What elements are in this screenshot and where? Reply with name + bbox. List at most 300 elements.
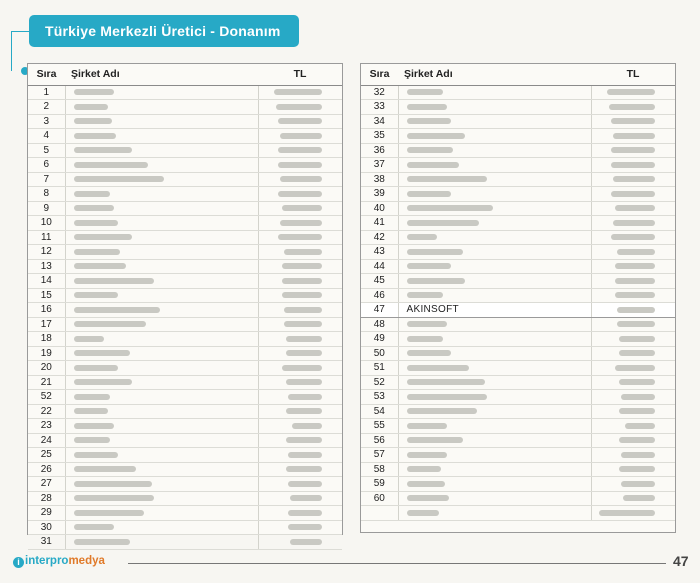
table-row	[361, 129, 675, 144]
tl-cell	[591, 346, 675, 361]
redacted-name	[74, 350, 130, 356]
tl-cell	[258, 448, 342, 463]
table-row	[361, 477, 675, 492]
redacted-amount	[621, 452, 655, 458]
tl-cell	[591, 114, 675, 129]
company-cell	[398, 114, 591, 129]
rank-cell: 2	[28, 100, 65, 115]
table-row	[361, 158, 675, 173]
tl-cell	[258, 332, 342, 347]
redacted-name	[407, 466, 441, 472]
rank-cell: 10	[28, 216, 65, 231]
redacted-name	[74, 452, 118, 458]
company-cell	[398, 404, 591, 419]
redacted-amount	[611, 162, 655, 168]
table-row	[28, 361, 342, 376]
redacted-name	[74, 321, 146, 327]
redacted-amount	[615, 292, 655, 298]
table-row	[28, 172, 342, 187]
rank-cell: 49	[361, 332, 398, 347]
table-row	[28, 462, 342, 477]
table-row	[361, 274, 675, 289]
redacted-name	[407, 292, 443, 298]
redacted-name	[74, 263, 126, 269]
tl-cell	[258, 143, 342, 158]
table-row	[361, 375, 675, 390]
company-cell	[65, 230, 258, 245]
redacted-name	[74, 249, 120, 255]
redacted-amount	[278, 162, 322, 168]
company-cell	[398, 448, 591, 463]
redacted-amount	[286, 336, 322, 342]
tl-cell	[591, 303, 675, 318]
company-cell	[398, 506, 591, 521]
redacted-name	[407, 263, 451, 269]
redacted-name	[74, 437, 110, 443]
company-cell	[65, 187, 258, 202]
rank-cell: 1	[28, 85, 65, 100]
table-row	[28, 100, 342, 115]
tl-cell	[258, 404, 342, 419]
redacted-amount	[280, 133, 322, 139]
company-cell	[398, 317, 591, 332]
redacted-amount	[611, 234, 655, 240]
tl-cell	[258, 433, 342, 448]
right-ranking-table	[361, 64, 675, 521]
table-row	[361, 491, 675, 506]
company-cell	[65, 332, 258, 347]
rank-cell: 42	[361, 230, 398, 245]
rank-cell: 18	[28, 332, 65, 347]
rank-cell: 41	[361, 216, 398, 231]
redacted-amount	[282, 292, 322, 298]
tl-cell	[258, 172, 342, 187]
tl-cell	[258, 317, 342, 332]
redacted-amount	[623, 495, 655, 501]
tl-cell	[258, 201, 342, 216]
company-cell	[65, 245, 258, 260]
tl-cell	[591, 462, 675, 477]
footer-divider	[128, 563, 666, 564]
redacted-amount	[619, 408, 655, 414]
rank-cell: 45	[361, 274, 398, 289]
redacted-amount	[280, 176, 322, 182]
redacted-amount	[288, 452, 322, 458]
redacted-name	[74, 466, 136, 472]
rank-cell: 53	[361, 390, 398, 405]
tl-cell	[591, 201, 675, 216]
rank-cell: 56	[361, 433, 398, 448]
redacted-amount	[615, 278, 655, 284]
rank-cell: 14	[28, 274, 65, 289]
rank-cell: 36	[361, 143, 398, 158]
tl-cell	[258, 158, 342, 173]
table-header-row	[361, 64, 675, 85]
company-cell	[398, 85, 591, 100]
rank-cell: 19	[28, 346, 65, 361]
tl-cell	[591, 158, 675, 173]
table-row	[28, 216, 342, 231]
redacted-amount	[288, 510, 322, 516]
redacted-amount	[619, 466, 655, 472]
table-row	[28, 114, 342, 129]
rank-cell: 26	[28, 462, 65, 477]
table-row	[28, 520, 342, 535]
redacted-name	[407, 220, 479, 226]
tl-cell	[258, 100, 342, 115]
redacted-name	[407, 336, 443, 342]
table-row	[28, 375, 342, 390]
redacted-amount	[619, 379, 655, 385]
tl-cell	[258, 535, 342, 550]
left-ranking-table	[28, 64, 342, 550]
redacted-amount	[621, 394, 655, 400]
table-row	[361, 346, 675, 361]
table-row	[361, 172, 675, 187]
tl-cell	[258, 114, 342, 129]
company-cell	[65, 303, 258, 318]
company-cell	[398, 201, 591, 216]
tl-cell	[591, 419, 675, 434]
tl-cell	[258, 259, 342, 274]
rank-cell: 54	[361, 404, 398, 419]
rank-cell: 29	[28, 506, 65, 521]
table-row	[361, 332, 675, 347]
tl-cell	[591, 274, 675, 289]
rank-cell: 40	[361, 201, 398, 216]
redacted-name	[74, 379, 132, 385]
redacted-name	[407, 249, 463, 255]
table-row	[28, 332, 342, 347]
tl-cell	[258, 85, 342, 100]
company-cell	[398, 274, 591, 289]
redacted-name	[74, 191, 110, 197]
tl-cell	[591, 477, 675, 492]
rank-cell: 21	[28, 375, 65, 390]
redacted-amount	[282, 278, 322, 284]
rank-cell: 33	[361, 100, 398, 115]
tl-cell	[591, 390, 675, 405]
redacted-name	[74, 118, 112, 124]
tl-cell	[258, 230, 342, 245]
rank-cell: 27	[28, 477, 65, 492]
redacted-amount	[290, 495, 322, 501]
redacted-name	[407, 423, 447, 429]
company-header: Şirket Adı	[398, 64, 591, 85]
redacted-amount	[288, 481, 322, 487]
rank-cell: 52	[28, 390, 65, 405]
redacted-amount	[625, 423, 655, 429]
tl-cell	[258, 477, 342, 492]
company-cell	[65, 361, 258, 376]
tl-header: TL	[591, 64, 675, 85]
company-cell	[398, 433, 591, 448]
company-cell	[398, 375, 591, 390]
rank-header: Sıra	[361, 64, 398, 85]
redacted-name	[407, 481, 445, 487]
table-row	[28, 187, 342, 202]
company-cell	[65, 390, 258, 405]
company-cell	[65, 85, 258, 100]
company-cell	[398, 100, 591, 115]
tl-cell	[591, 491, 675, 506]
redacted-name	[74, 234, 132, 240]
rank-cell: 50	[361, 346, 398, 361]
table-row	[28, 259, 342, 274]
tl-cell	[258, 187, 342, 202]
rank-cell: 58	[361, 462, 398, 477]
redacted-name	[74, 104, 108, 110]
redacted-name	[407, 191, 451, 197]
company-cell	[65, 448, 258, 463]
tl-cell	[591, 375, 675, 390]
redacted-name	[407, 133, 465, 139]
table-header-row	[28, 64, 342, 85]
redacted-amount	[619, 336, 655, 342]
tl-cell	[591, 216, 675, 231]
redacted-name	[407, 162, 459, 168]
logo-text-part-1: interpro	[25, 555, 69, 567]
tl-cell	[591, 506, 675, 521]
publisher-logo	[13, 555, 105, 568]
redacted-amount	[611, 147, 655, 153]
tl-cell	[258, 288, 342, 303]
rank-cell: 6	[28, 158, 65, 173]
company-cell	[398, 129, 591, 144]
redacted-name	[407, 89, 443, 95]
company-cell	[65, 143, 258, 158]
company-cell-akinsoft: AKINSOFT	[398, 303, 591, 318]
rank-cell: 20	[28, 361, 65, 376]
company-cell	[65, 491, 258, 506]
rank-cell: 22	[28, 404, 65, 419]
tl-header: TL	[258, 64, 342, 85]
company-cell	[398, 462, 591, 477]
redacted-amount	[286, 350, 322, 356]
table-row	[361, 448, 675, 463]
table-row	[28, 433, 342, 448]
tl-cell	[258, 216, 342, 231]
tl-cell	[591, 129, 675, 144]
redacted-name	[407, 394, 487, 400]
redacted-name	[74, 292, 118, 298]
redacted-amount	[621, 481, 655, 487]
tl-cell	[258, 419, 342, 434]
company-cell	[65, 520, 258, 535]
redacted-name	[74, 394, 110, 400]
company-cell	[398, 172, 591, 187]
redacted-name	[407, 321, 447, 327]
company-cell	[398, 477, 591, 492]
table-row	[28, 201, 342, 216]
rank-cell	[361, 506, 398, 521]
redacted-amount	[286, 408, 322, 414]
table-row	[28, 129, 342, 144]
company-cell	[398, 332, 591, 347]
rank-cell: 46	[361, 288, 398, 303]
redacted-name	[407, 176, 487, 182]
table-row	[361, 201, 675, 216]
redacted-name	[74, 220, 118, 226]
redacted-amount	[286, 437, 322, 443]
redacted-amount	[288, 524, 322, 530]
rank-cell: 48	[361, 317, 398, 332]
redacted-amount	[619, 437, 655, 443]
table-row	[361, 187, 675, 202]
company-cell	[398, 346, 591, 361]
company-cell	[398, 259, 591, 274]
redacted-name	[407, 205, 493, 211]
table-row	[361, 303, 675, 318]
company-cell	[65, 433, 258, 448]
left-table-panel	[27, 63, 343, 548]
company-cell	[65, 375, 258, 390]
table-row	[28, 158, 342, 173]
redacted-amount	[613, 220, 655, 226]
company-cell	[398, 158, 591, 173]
rank-cell: 34	[361, 114, 398, 129]
tl-cell	[258, 274, 342, 289]
redacted-name	[74, 495, 154, 501]
company-cell	[65, 129, 258, 144]
company-cell	[65, 288, 258, 303]
rank-cell: 9	[28, 201, 65, 216]
redacted-amount	[278, 234, 322, 240]
tl-cell	[258, 506, 342, 521]
redacted-name	[74, 89, 114, 95]
tl-cell	[258, 361, 342, 376]
tl-cell	[591, 448, 675, 463]
redacted-name	[407, 147, 453, 153]
table-row	[28, 448, 342, 463]
redacted-name	[74, 176, 164, 182]
table-row	[28, 404, 342, 419]
company-cell	[398, 187, 591, 202]
table-row	[28, 317, 342, 332]
table-row	[361, 100, 675, 115]
company-header: Şirket Adı	[65, 64, 258, 85]
tl-cell	[591, 288, 675, 303]
redacted-amount	[617, 249, 655, 255]
redacted-amount	[278, 147, 322, 153]
company-cell	[65, 477, 258, 492]
redacted-amount	[615, 205, 655, 211]
redacted-amount	[282, 263, 322, 269]
table-row	[361, 317, 675, 332]
company-cell	[398, 143, 591, 158]
rank-cell: 24	[28, 433, 65, 448]
redacted-name	[74, 147, 132, 153]
redacted-name	[74, 162, 148, 168]
redacted-amount	[607, 89, 655, 95]
table-row	[361, 433, 675, 448]
tl-cell	[591, 433, 675, 448]
redacted-amount	[290, 539, 322, 545]
rank-cell: 39	[361, 187, 398, 202]
redacted-amount	[284, 249, 322, 255]
table-row	[28, 419, 342, 434]
rank-cell: 16	[28, 303, 65, 318]
rank-cell: 57	[361, 448, 398, 463]
redacted-amount	[278, 118, 322, 124]
right-table-panel	[360, 63, 676, 533]
company-cell	[398, 491, 591, 506]
table-row	[361, 245, 675, 260]
redacted-amount	[284, 307, 322, 313]
company-cell	[65, 404, 258, 419]
table-row	[28, 491, 342, 506]
redacted-amount	[617, 321, 655, 327]
redacted-amount	[274, 89, 322, 95]
company-cell	[65, 172, 258, 187]
rank-cell: 28	[28, 491, 65, 506]
rank-cell: 51	[361, 361, 398, 376]
table-row	[28, 390, 342, 405]
redacted-amount	[282, 205, 322, 211]
company-cell	[65, 419, 258, 434]
redacted-amount	[286, 466, 322, 472]
table-row	[361, 506, 675, 521]
table-row	[28, 230, 342, 245]
tl-cell	[258, 462, 342, 477]
rank-cell: 12	[28, 245, 65, 260]
table-row	[361, 288, 675, 303]
info-icon: i	[13, 557, 24, 568]
table-row	[361, 419, 675, 434]
redacted-name	[74, 307, 160, 313]
page-title: Türkiye Merkezli Üretici - Donanım	[29, 15, 299, 47]
redacted-amount	[611, 191, 655, 197]
tl-cell	[591, 404, 675, 419]
redacted-name	[74, 365, 118, 371]
rank-cell: 4	[28, 129, 65, 144]
table-row	[361, 404, 675, 419]
rank-cell: 31	[28, 535, 65, 550]
redacted-name	[407, 278, 465, 284]
redacted-name	[74, 524, 114, 530]
company-cell	[65, 259, 258, 274]
tl-cell	[591, 172, 675, 187]
tl-cell	[591, 187, 675, 202]
redacted-amount	[615, 263, 655, 269]
rank-cell: 8	[28, 187, 65, 202]
company-cell	[65, 201, 258, 216]
redacted-amount	[286, 379, 322, 385]
company-cell	[65, 158, 258, 173]
redacted-amount	[613, 176, 655, 182]
right-table-body	[361, 85, 675, 520]
company-cell	[398, 390, 591, 405]
tl-cell	[258, 129, 342, 144]
rank-cell: 17	[28, 317, 65, 332]
tl-cell	[591, 143, 675, 158]
tl-cell	[591, 317, 675, 332]
company-cell	[398, 230, 591, 245]
redacted-amount	[284, 321, 322, 327]
redacted-amount	[619, 350, 655, 356]
tl-cell	[258, 245, 342, 260]
redacted-amount	[292, 423, 322, 429]
company-cell	[65, 506, 258, 521]
redacted-amount	[280, 220, 322, 226]
rank-cell: 35	[361, 129, 398, 144]
rank-cell: 32	[361, 85, 398, 100]
company-cell	[65, 274, 258, 289]
company-cell	[65, 535, 258, 550]
redacted-name	[407, 118, 451, 124]
redacted-name	[74, 481, 152, 487]
tl-cell	[591, 361, 675, 376]
